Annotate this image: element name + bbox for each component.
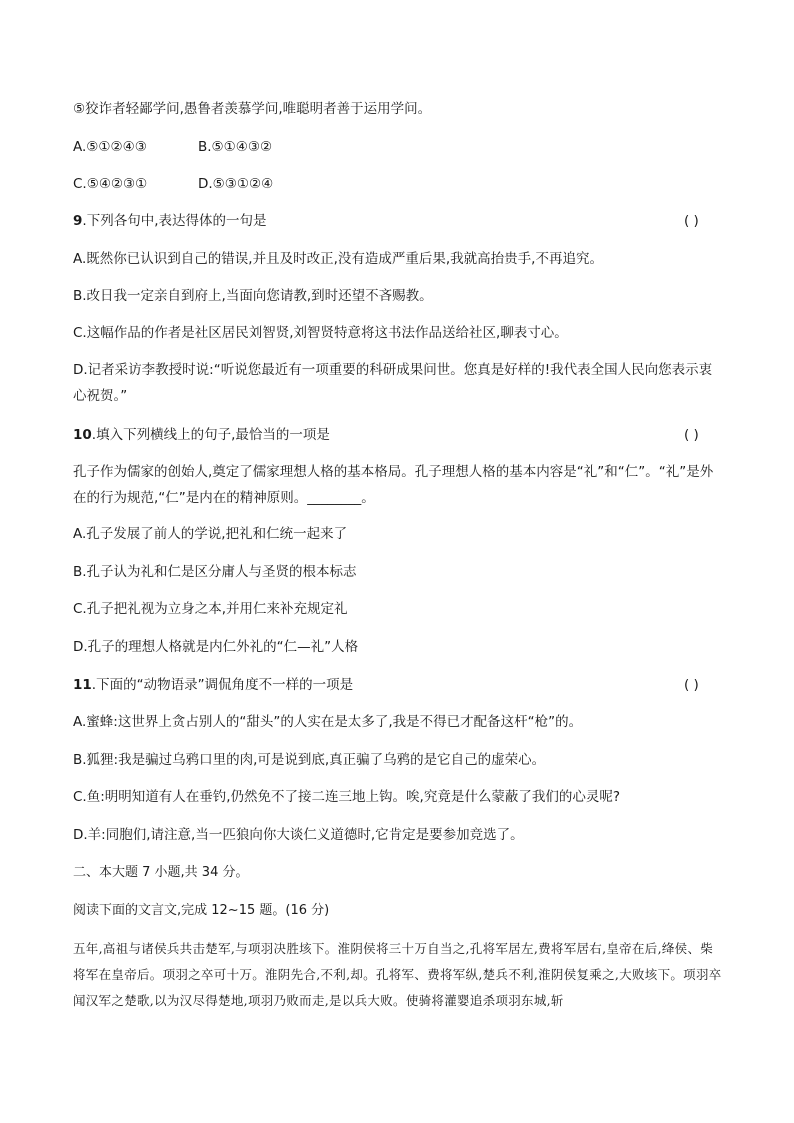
q9-answer-paren: ( ): [684, 213, 699, 229]
q9-option-a: A.既然你已认识到自己的错误,并且及时改正,没有造成严重后果,我就高抬贵手,不再追究。: [73, 251, 603, 267]
q10-answer-paren: ( ): [684, 427, 699, 443]
q9-option-c: C.这幅作品的作者是社区居民刘智贤,刘智贤特意将这书法作品送给社区,聊表寸心。: [73, 325, 568, 341]
q9-number: 9: [73, 213, 83, 229]
q8-option-a: A.⑤①②④③: [73, 139, 147, 155]
q11-option-b: B.狐狸:我是骗过乌鸦口里的肉,可是说到底,真正骗了乌鸦的是它自己的虚荣心。: [73, 752, 546, 768]
q10-stem: [73, 426, 330, 444]
section-2-heading: 二、本大题 7 小题,共 34 分。: [73, 865, 249, 880]
q10-option-d: D.孔子的理想人格就是内仁外礼的“仁—礼”人格: [73, 639, 359, 655]
q11-stem-text: .下面的“动物语录”调侃角度不一样的一项是: [91, 677, 354, 693]
section-2-intro: 阅读下面的文言文,完成 12~15 题。(16 分): [73, 903, 330, 918]
q9-option-b: B.改日我一定亲自到府上,当面向您请教,到时还望不吝赐教。: [73, 288, 433, 304]
q8-option-d: D.⑤③①②④: [198, 176, 274, 192]
q9-option-d: D.记者采访李教授时说:“听说您最近有一项重要的科研成果问世。您真是好样的!我代表全国人民向您表示衷心祝贺。”: [73, 362, 713, 404]
q11-answer-paren: ( ): [684, 677, 699, 693]
q11-option-c: C.鱼:明明知道有人在垂钓,仍然免不了接二连三地上钩。唉,究竟是什么蒙蔽了我们的心灵呢?: [73, 789, 621, 805]
q11-option-d: D.羊:同胞们,请注意,当一匹狼向你大谈仁义道德时,它肯定是要参加竞选了。: [73, 827, 524, 843]
q11-stem: [73, 676, 353, 694]
q11-option-a: A.蜜蜂:这世界上贪占别人的“甜头”的人实在是太多了,我是不得已才配备这杆“枪”的。: [73, 714, 583, 730]
q8-item5: ⑤狡诈者轻鄙学问,愚鲁者羡慕学问,唯聪明者善于运用学问。: [73, 101, 432, 117]
q10-option-b: B.孔子认为礼和仁是区分庸人与圣贤的根本标志: [73, 564, 357, 580]
q10-number: 10: [73, 427, 92, 443]
classical-passage: 五年,高祖与诸侯兵共击楚军,与项羽决胜垓下。淮阴侯将三十万自当之,孔将军居左,费将军居右,皇帝在后,绛侯、柴将军在皇帝后。项羽之卒可十万。淮阴先合,不利,却。孔将军、费将军纵,楚兵不利,淮阴侯复乘之,大败垓下。项羽卒闻汉军之楚歌,以为汉尽得楚地,项羽乃败而走,是以兵大败。使骑将灌婴追杀项羽东城,斩: [73, 941, 722, 1008]
q10-passage: 孔子作为儒家的创始人,奠定了儒家理想人格的基本格局。孔子理想人格的基本内容是“礼”和“仁”。“礼”是外在的行为规范,“仁”是内在的精神原则。________。: [73, 464, 714, 506]
q8-option-c: C.⑤④②③①: [73, 176, 148, 192]
q11-number: 11: [73, 677, 92, 693]
q10-stem-text: .填入下列横线上的句子,最恰当的一项是: [91, 427, 330, 443]
q10-option-a: A.孔子发展了前人的学说,把礼和仁统一起来了: [73, 526, 348, 542]
q9-stem-text: .下列各句中,表达得体的一句是: [82, 213, 267, 229]
q9-stem: [73, 212, 267, 230]
q10-option-c: C.孔子把礼视为立身之本,并用仁来补充规定礼: [73, 601, 348, 617]
q8-option-b: B.⑤①④③②: [198, 139, 273, 155]
